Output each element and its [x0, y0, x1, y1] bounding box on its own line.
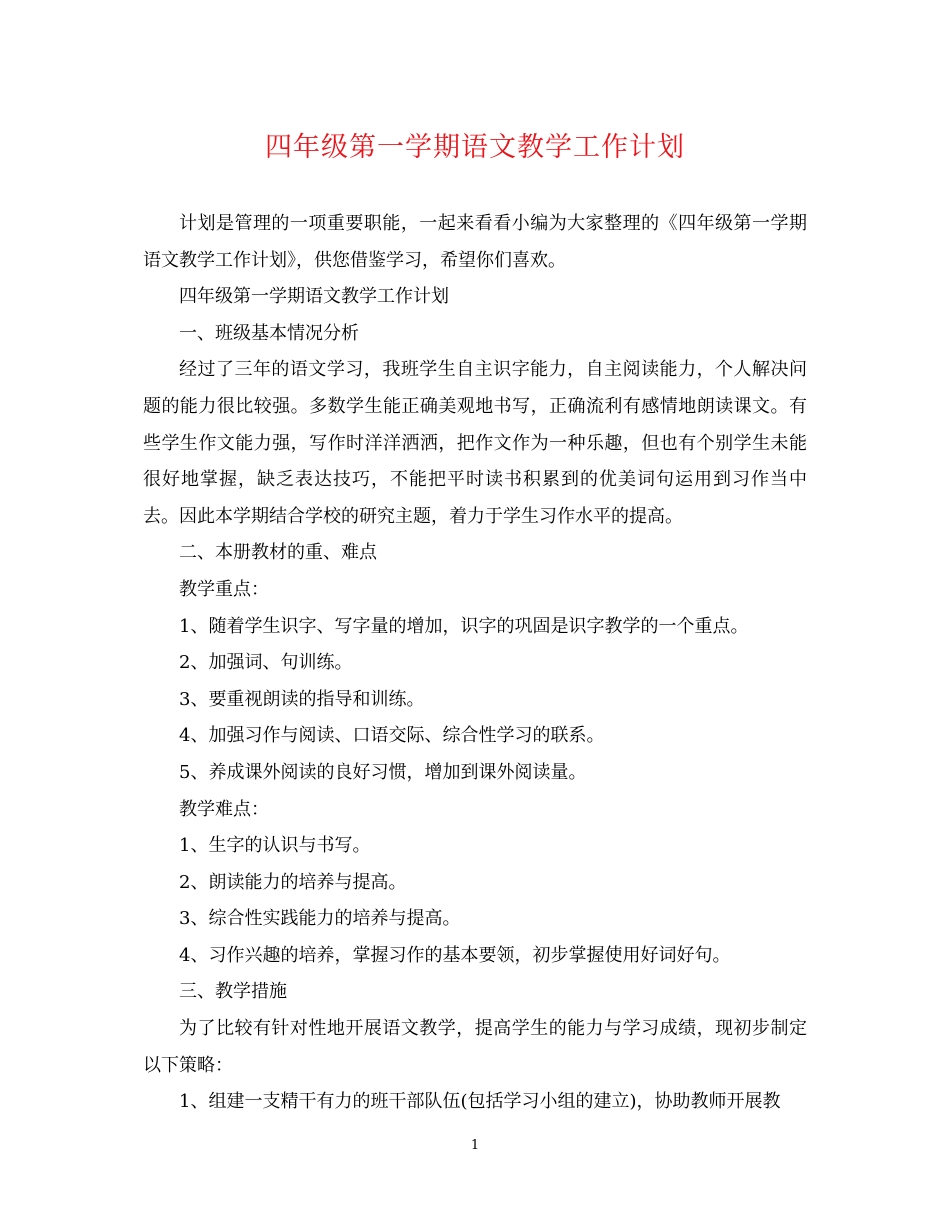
list-item: 3、要重视朗读的指导和训练。 — [179, 688, 425, 710]
list-item: 1、组建一支精干有力的班干部队伍(包括学习小组的建立)，协助教师开展教 — [179, 1091, 781, 1113]
list-item: 2、朗读能力的培养与提高。 — [179, 871, 407, 893]
intro-paragraph: 计划是管理的一项重要职能，一起来看看小编为大家整理的《四年级第一学期语文教学工作计划》，供您借鉴学习，希望你们喜欢。 — [143, 213, 807, 271]
list-item: 5、养成课外阅读的良好习惯，增加到课外阅读量。 — [179, 761, 587, 783]
measures-intro-paragraph: 为了比较有针对性地开展语文教学，提高学生的能力与学习成绩，现初步制定以下策略： — [143, 1018, 807, 1076]
list-item: 3、综合性实践能力的培养与提高。 — [179, 908, 461, 930]
list-item: 4、习作兴趣的培养，掌握习作的基本要领，初步掌握使用好词好句。 — [179, 944, 731, 966]
document-body — [143, 206, 807, 1121]
section-heading-measures: 三、教学措施 — [179, 981, 287, 1003]
class-analysis-paragraph: 经过了三年的语文学习，我班学生自主识字能力，自主阅读能力，个人解决问题的能力很比较强。多数学生能正确美观地书写，正确流利有感情地朗读课文。有些学生作文能力强，写作时洋洋洒洒，把作文作为一种乐趣，但也有个别学生未能很好地掌握，缺乏表达技巧，不能把平时读书积累到的优美词句运用到习作当中去。因此本学期结合学校的研究主题，着力于学生习作水平的提高。 — [143, 359, 807, 527]
section-heading-key-points: 二、本册教材的重、难点 — [179, 542, 377, 564]
plan-heading: 四年级第一学期语文教学工作计划 — [179, 286, 449, 308]
list-item: 4、加强习作与阅读、口语交际、综合性学习的联系。 — [179, 725, 605, 747]
list-item: 2、加强词、句训练。 — [179, 652, 353, 674]
list-item: 1、随着学生识字、写字量的增加，识字的巩固是识字教学的一个重点。 — [179, 615, 749, 637]
teaching-focus-label: 教学重点： — [179, 578, 269, 600]
document-title: 四年级第一学期语文教学工作计划 — [265, 132, 685, 163]
list-item: 1、生字的认识与书写。 — [179, 835, 371, 857]
section-heading-class-analysis: 一、班级基本情况分析 — [179, 322, 359, 344]
page-number: 1 — [470, 1138, 480, 1153]
teaching-difficulty-label: 教学难点： — [179, 798, 269, 820]
